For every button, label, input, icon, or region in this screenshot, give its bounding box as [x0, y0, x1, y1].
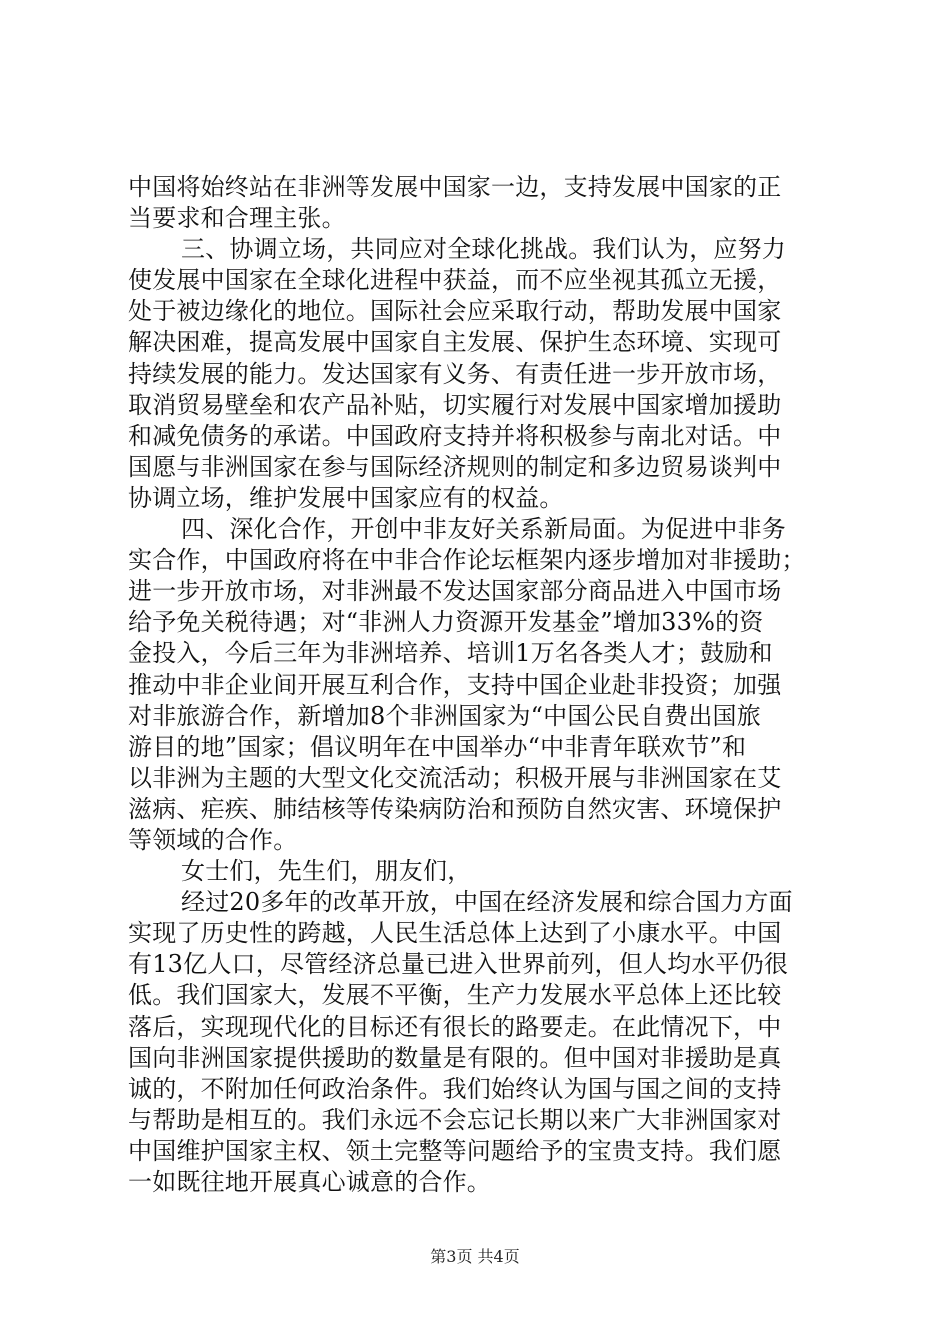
text-line: 当要求和合理主张。 — [128, 204, 346, 233]
text-line: 国愿与非洲国家在参与国际经济规则的制定和多边贸易谈判中 — [128, 452, 782, 481]
text-line: 进一步开放市场，对非洲最不发达国家部分商品进入中国市场 — [128, 577, 782, 606]
text-line: 滋病、疟疾、肺结核等传染病防治和预防自然灾害、环境保护 — [128, 794, 782, 823]
text-line: 一如既往地开展真心诚意的合作。 — [128, 1168, 491, 1196]
text-line: 对非旅游合作，新增加8个非洲国家为“中国公民自费出国旅 — [128, 701, 761, 730]
text-line: 实合作，中国政府将在中非合作论坛框架内逐步增加对非援助； — [128, 546, 806, 575]
text-line: 给予免关税待遇；对“非洲人力资源开发基金”增加33%的资 — [128, 608, 764, 637]
text-line: 持续发展的能力。发达国家有义务、有责任进一步开放市场， — [128, 359, 782, 388]
page-footer: 第3页 共4页 — [430, 1247, 520, 1266]
document-body — [128, 172, 828, 1198]
text-line: 协调立场，维护发展中国家应有的权益。 — [128, 483, 564, 512]
text-line: 使发展中国家在全球化进程中获益，而不应坐视其孤立无援， — [128, 266, 782, 295]
text-line: 处于被边缘化的地位。国际社会应采取行动，帮助发展中国家 — [128, 297, 782, 326]
text-line: 游目的地”国家；倡议明年在中国举办“中非青年联欢节”和 — [128, 732, 747, 761]
text-line: 中国维护国家主权、领土完整等问题给予的宝贵支持。我们愿 — [128, 1136, 782, 1165]
text-line: 中国将始终站在非洲等发展中国家一边，支持发展中国家的正 — [128, 173, 782, 201]
text-line: 和减免债务的承诺。中国政府支持并将积极参与南北对话。中 — [128, 421, 782, 450]
text-line: 推动中非企业间开展互利合作，支持中国企业赴非投资；加强 — [128, 670, 782, 699]
text-line: 金投入，今后三年为非洲培养、培训1万名各类人才；鼓励和 — [128, 639, 773, 668]
text-line: 诚的，不附加任何政治条件。我们始终认为国与国之间的支持 — [128, 1074, 782, 1103]
text-line: 实现了历史性的跨越，人民生活总体上达到了小康水平。中国 — [128, 919, 782, 948]
text-line: 低。我们国家大，发展不平衡，生产力发展水平总体上还比较 — [128, 981, 782, 1010]
text-line: 三、协调立场，共同应对全球化挑战。我们认为，应努力 — [181, 235, 786, 264]
text-line: 经过20多年的改革开放，中国在经济发展和综合国力方面 — [181, 888, 793, 917]
text-line: 落后，实现现代化的目标还有很长的路要走。在此情况下，中 — [128, 1012, 782, 1041]
text-line: 取消贸易壁垒和农产品补贴，切实履行对发展中国家增加援助 — [128, 390, 782, 419]
text-line: 与帮助是相互的。我们永远不会忘记长期以来广大非洲国家对 — [128, 1105, 782, 1134]
text-line: 以非洲为主题的大型文化交流活动；积极开展与非洲国家在艾 — [128, 763, 782, 792]
text-line: 女士们，先生们，朋友们， — [181, 857, 472, 886]
text-line: 有13亿人口，尽管经济总量已进入世界前列，但人均水平仍很 — [128, 950, 789, 979]
text-line: 等领域的合作。 — [128, 825, 298, 854]
text-line: 四、深化合作，开创中非友好关系新局面。为促进中非务 — [181, 515, 786, 544]
text-line: 解决困难，提高发展中国家自主发展、保护生态环境、实现可 — [128, 328, 782, 357]
text-line: 国向非洲国家提供援助的数量是有限的。但中国对非援助是真 — [128, 1043, 782, 1072]
